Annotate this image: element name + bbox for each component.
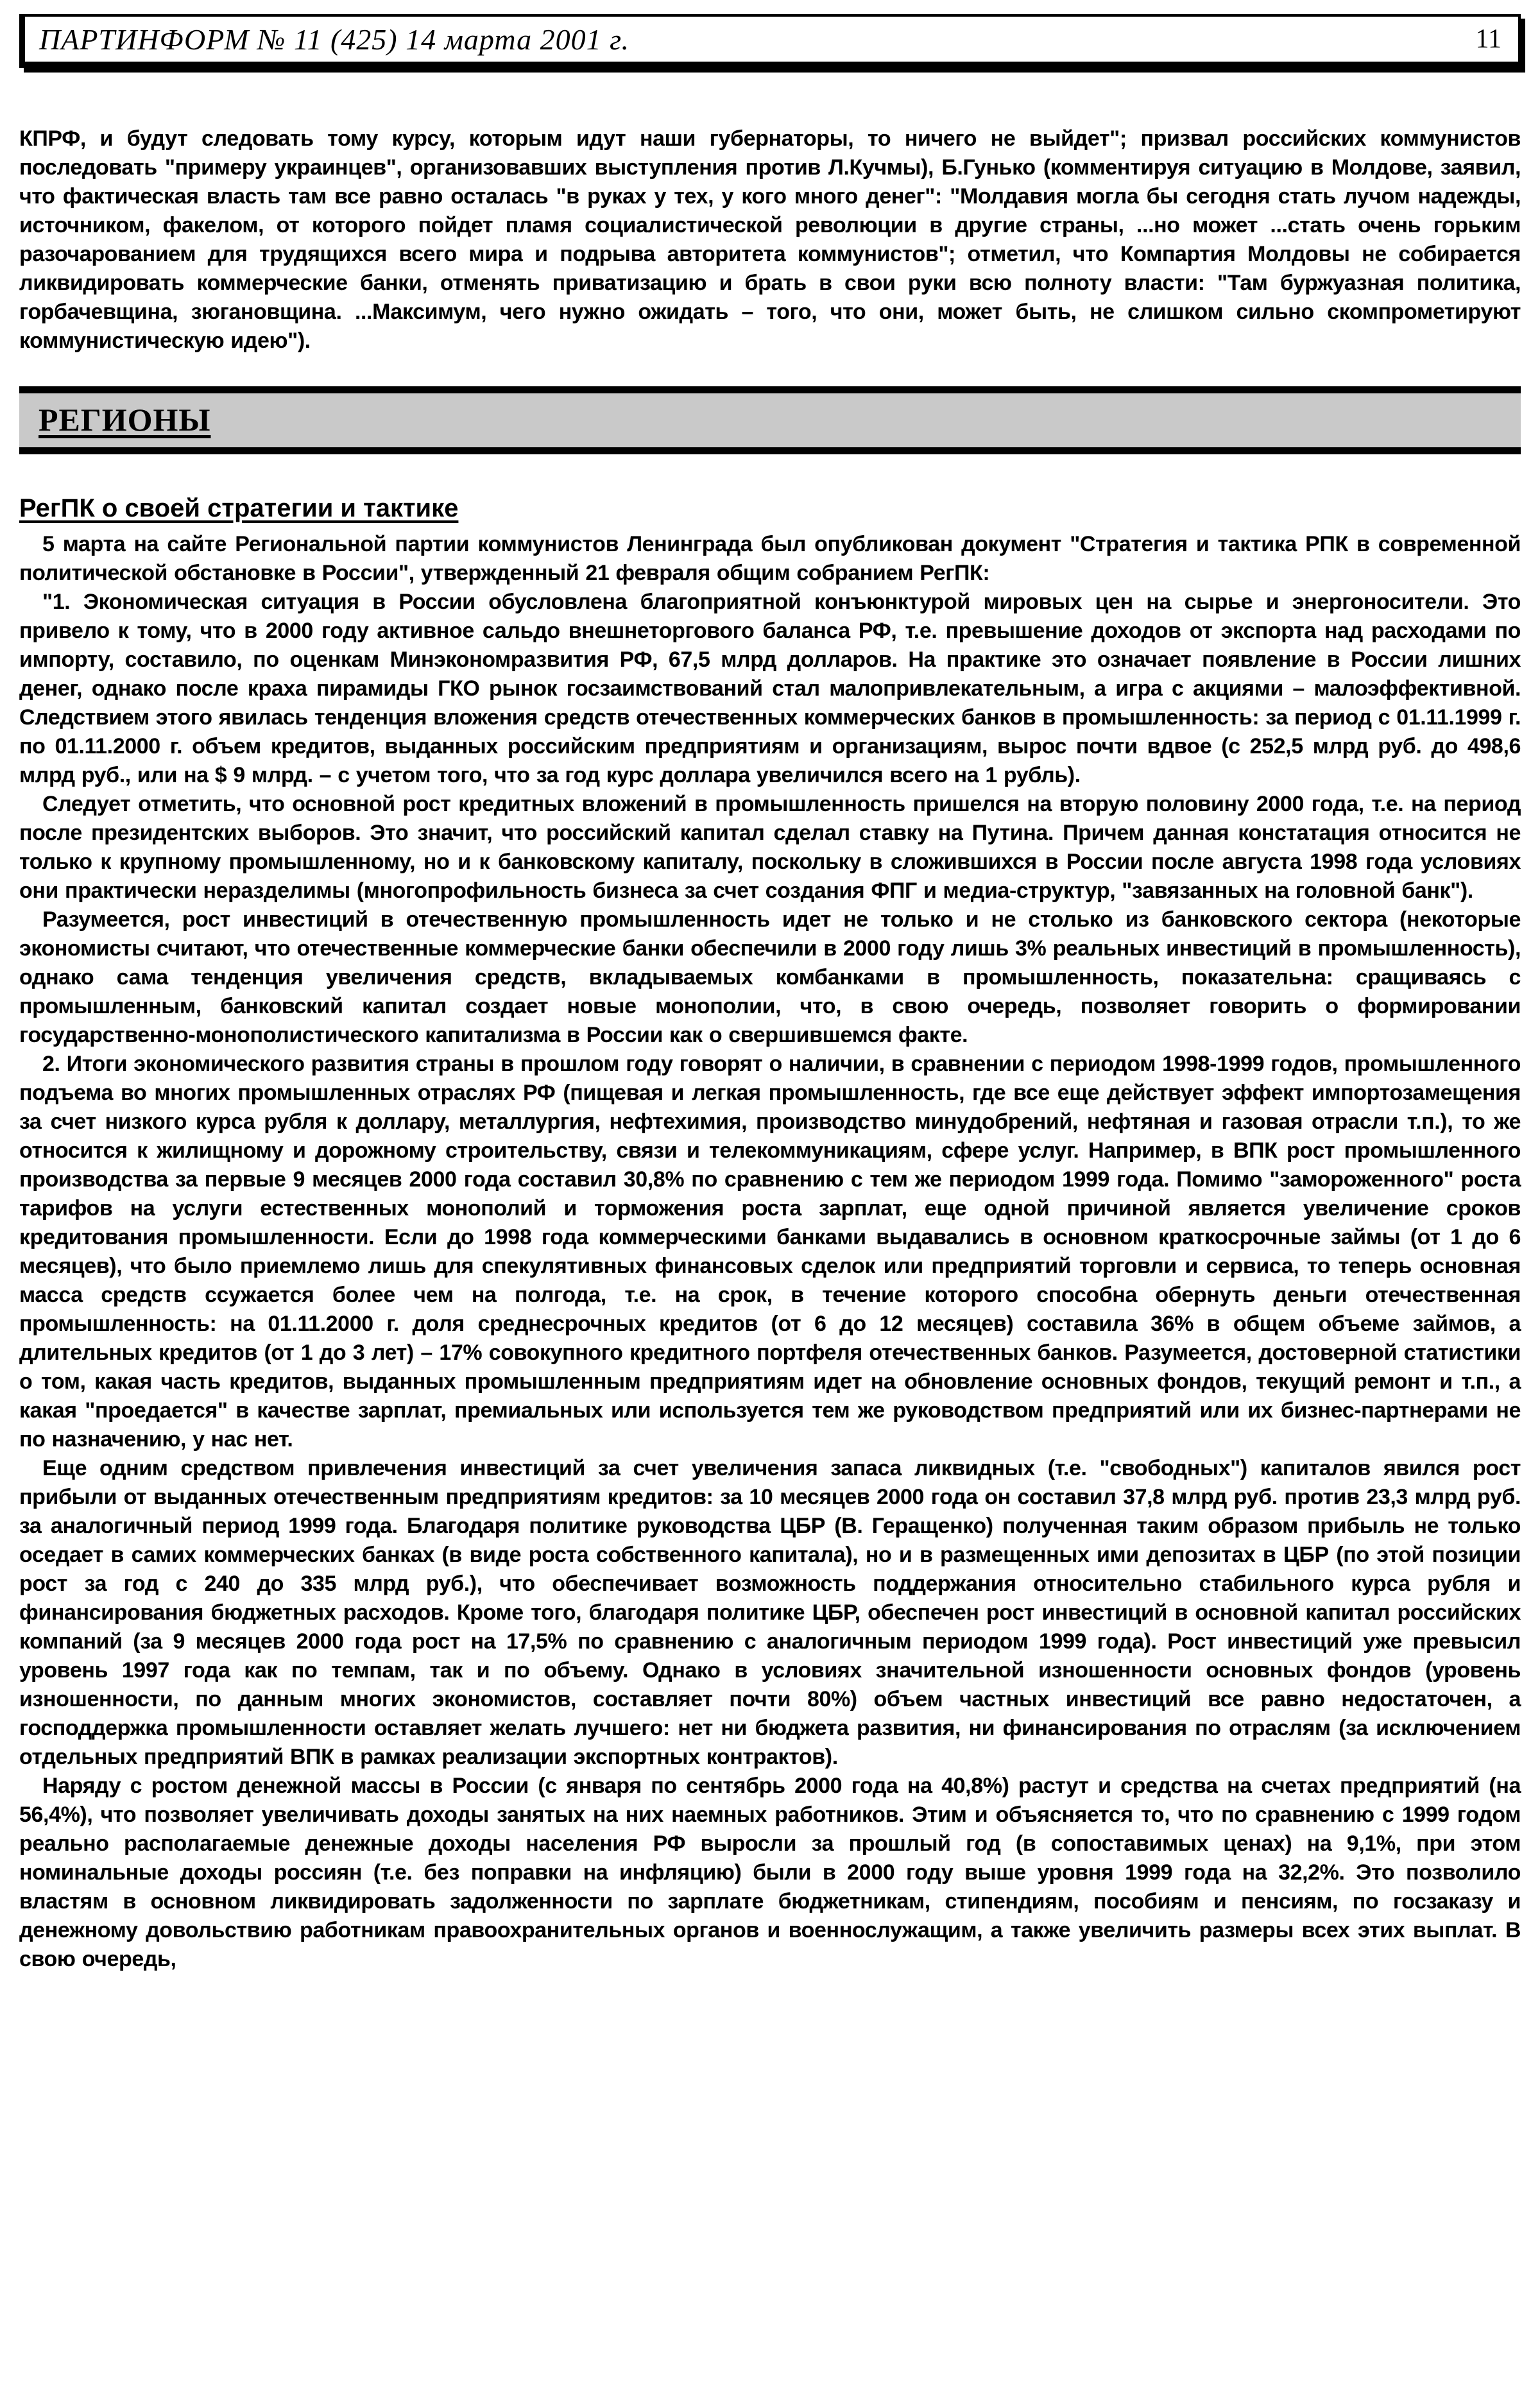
article-paragraph: Разумеется, рост инвестиций в отечественную промышленность идет не только и не столько из банковского сектора (некоторые экономисты считают, что отечественные коммерческие банки обеспечили в 2000 году лишь 3% реальных инвестиций в промышленность), однако сама тенденция увеличения средств, вкладываемых комбанками в промышленность, показательна: сращиваясь с промышленным, банковский капитал создает новые монополии, что, в свою очередь, позволяет говорить о формировании государственно-монополистического капитализма в России как о свершившемся факте. bbox=[19, 907, 1521, 1047]
article-heading: РегПК о своей стратегии и тактике bbox=[19, 494, 459, 522]
article-paragraph: 2. Итоги экономического развития страны в прошлом году говорят о наличии, в сравнении с периодом 1998-1999 годов, промышленного подъема во многих промышленных отраслях РФ (пищевая и легкая промышленность, где все еще действует эффект импортозамещения за счет низкого курса рубля к доллару, металлургия, нефтехимия, производство минудобрений, нефтяная и газовая отрасли т.п.), то же относится к жилищному и дорожному строительству, связи и телекоммуникациям, сфере услуг. Например, в ВПК рост промышленного производства за первые 9 месяцев 2000 года составил 30,8% по сравнению с тем же периодом 1999 года. Помимо "замороженного" роста тарифов на услуги естественных монополий и торможения роста зарплат, еще одной причиной является увеличение сроков кредитования промышленности. Если до 1998 года коммерческими банками выдавались в основном краткосрочные займы (от 1 до 6 месяцев), что было приемлемо лишь для спекулятивных финансовых сделок или предприятий торговли и сервиса, то теперь основная масса средств ссужается более чем на полгода, т.е. на срок, в течение которого способна обернуть деньги отечественная промышленность: на 01.11.2000 г. доля среднесрочных кредитов (от 6 до 12 месяцев) составила 36% в общем объеме займов, а длительных кредитов (от 1 до 3 лет) – 17% совокупного кредитного портфеля отечественных банков. Разумеется, достоверной статистики о том, какая часть кредитов, выданных промышленным предприятиям идет на обновление основных фондов, текущий ремонт и т.п., а какая "проедается" в качестве зарплат, премиальных или используется тем же руководством предприятий или их бизнес-партнерами не по назначению, у нас нет. bbox=[19, 1052, 1521, 1452]
masthead bbox=[19, 14, 1521, 68]
page-number: 11 bbox=[1475, 24, 1502, 54]
article-paragraph: 5 марта на сайте Региональной партии коммунистов Ленинграда был опубликован документ "Стратегия и тактика РПК в современной политической обстановке в России", утвержденный 21 февраля общим собранием РегПК: bbox=[19, 532, 1521, 585]
article-paragraph: Еще одним средством привлечения инвестиций за счет увеличения запаса ликвидных (т.е. "свободных") капиталов явился рост прибыли от выданных отечественным предприятиям кредитов: за 10 месяцев 2000 года он составил 37,8 млрд руб. против 23,3 млрд руб. за аналогичный период 1999 года. Благодаря политике руководства ЦБР (В. Геращенко) полученная таким образом прибыль не только оседает в самих коммерческих банках (в виде роста собственного капитала), но и в размещенных ими депозитах в ЦБР (по этой позиции рост за год с 240 до 335 млрд руб.), что обеспечивает возможность поддержания относительно стабильного курса рубля и финансирования бюджетных расходов. Кроме того, благодаря политике ЦБР, обеспечен рост инвестиций в основной капитал российских компаний (за 9 месяцев 2000 года рост на 17,5% по сравнению с аналогичным периодом 1999 года). Рост инвестиций уже превысил уровень 1997 года как по темпам, так и по объему. Однако в условиях значительной изношенности основных фондов (уровень изношенности, по данным многих экономистов, составляет почти 80%) объем частных инвестиций все равно недостаточен, а господдержка промышленности оставляет желать лучшего: нет ни бюджета развития, ни финансирования по отраслям (за исключением отдельных предприятий ВПК в рамках реализации экспортных контрактов). bbox=[19, 1456, 1521, 1769]
newsletter-title: ПАРТИНФОРМ № 11 (425) 14 марта 2001 г. bbox=[39, 22, 629, 56]
section-bar-regions bbox=[19, 386, 1521, 454]
article-paragraph: Наряду с ростом денежной массы в России (с января по сентябрь 2000 года на 40,8%) растут и средства на счетах предприятий (на 56,4%), что позволяет увеличивать доходы занятых на них наемных работников. Этим и объясняется то, что по сравнению с 1999 годом реально располагаемые денежные доходы населения РФ выросли за прошлый год (в сопоставимых ценах) на 9,1%, при этом номинальные доходы россиян (т.е. без поправки на инфляцию) были в 2000 году выше уровня 1999 года на 32,2%. Это позволило властям в основном ликвидировать задолженности по зарплате бюджетникам, стипендиям, пособиям и пенсиям, по госзаказу и денежному довольствию работникам правоохранительных органов и военнослужащим, а также увеличить размеры всех этих выплат. В свою очередь, bbox=[19, 1774, 1521, 1971]
section-title: РЕГИОНЫ bbox=[38, 402, 211, 438]
article-paragraph: "1. Экономическая ситуация в России обусловлена благоприятной конъюнктурой мировых цен на сырье и энергоносители. Это привело к тому, что в 2000 году активное сальдо внешнеторгового баланса РФ, т.е. превышение доходов от экспорта над расходами по импорту, составило, по оценкам Минэкономразвития РФ, 67,5 млрд долларов. На практике это означает появление в России лишних денег, однако после краха пирамиды ГКО рынок госзаимствований стал малопривлекательным, а игра с акциями – малоэффективной. Следствием этого явилась тенденция вложения средств отечественных коммерческих банков в промышленность: за период с 01.11.1999 г. по 01.11.2000 г. объем кредитов, выданных российским предприятиям и организациям, вырос почти вдвое (с 252,5 млрд руб. до 498,6 млрд руб., или на $ 9 млрд. – с учетом того, что за год курс доллара увеличился всего на 1 рубль). bbox=[19, 590, 1521, 787]
continuation-paragraph: КПРФ, и будут следовать тому курсу, которым идут наши губернаторы, то ничего не выйдет"; призвал российских коммунистов последовать "примеру украинцев", организовавших выступления против Л.Кучмы), Б.Гунько (комментируя ситуацию в Молдове, заявил, что фактическая власть там все равно осталась "в руках у тех, у кого много денег": "Молдавия могла бы сегодня стать лучом надежды, источником, факелом, от которого пойдет пламя социалистической революции в другие страны, ...но может ...стать очень горьким разочарованием для трудящихся всего мира и подрыва авторитета коммунистов"; отметил, что Компартия Молдовы не собирается ликвидировать коммерческие банки, отменять приватизацию и брать в свои руки всю полноту власти: "Там буржуазная политика, горбачевщина, зюгановщина. ...Максимум, чего нужно ожидать – того, что они, может быть, не слишком сильно скомпрометируют коммунистическую идею"). bbox=[19, 126, 1521, 353]
article-paragraph: Следует отметить, что основной рост кредитных вложений в промышленность пришелся на вторую половину 2000 года, т.е. на период после президентских выборов. Это значит, что российский капитал сделал ставку на Путина. Причем данная констатация относится не только к крупному промышленному, но и к банковскому капиталу, поскольку в сложившихся в России после августа 1998 года условиях они практически неразделимы (многопрофильность бизнеса за счет создания ФПГ и медиа-структур, "завязанных на головной банк"). bbox=[19, 792, 1521, 903]
